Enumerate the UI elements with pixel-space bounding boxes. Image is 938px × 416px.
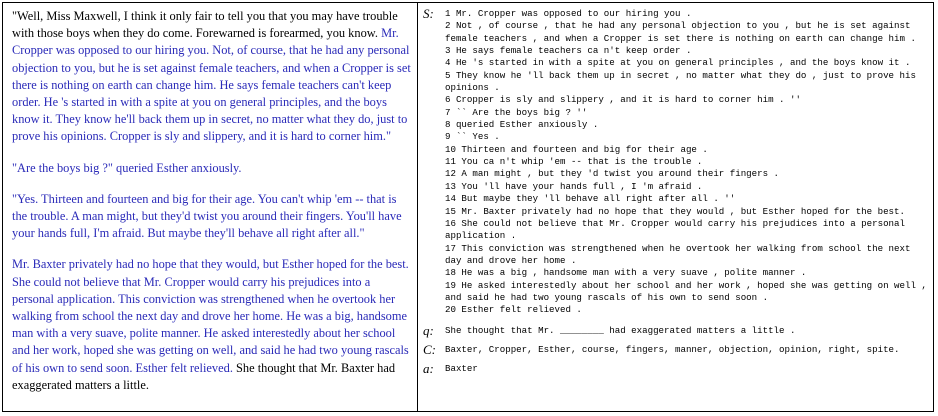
sentence-item: 15 Mr. Baxter privately had no hope that they would , but Esther hoped for the best. [445,205,905,217]
sentence-item: 6 Cropper is sly and slippery , and it is hard to corner him . '' [445,94,801,106]
sentence-item: 9 `` Yes . [445,131,500,143]
candidates-label: C: [423,341,436,357]
sentence-item: 17 This conviction was strengthened when he overtook her walking from school the next day and drove her home . [445,242,911,266]
candidates-row [423,341,931,357]
passage-paragraph [12,256,412,394]
passage-paragraph [12,191,412,243]
sentence-item: 13 You 'll have your hands full , I 'm afraid . [445,180,703,192]
sentence-item: 4 He 's started in with a spite at you on general principles , and the boys know it . [445,57,911,69]
question-row [423,322,931,338]
sentence-item: 7 `` Are the boys big ? '' [445,106,588,118]
sentence-item: 2 Not , of course , that he had any personal objection to you , but he is set against female teachers , and when a Cropper is set there is nothing on earth can change him . [445,20,916,44]
sentence-item: 16 She could not believe that Mr. Cropper would carry his prejudices into a personal application . [445,217,905,242]
sentence-item: 14 But maybe they 'll behave all right after all . '' [445,193,736,205]
answer-text: Baxter [445,363,478,375]
sentence-item: 3 He says female teachers ca n't keep order . [445,45,692,57]
cloze-example [423,8,931,376]
highlighted-text: "Yes. Thirteen and fourteen and big for their age. You can't whip 'em -- that is the trouble. A man might, but they'd twist you around their fingers. You'll have your hands full, I'm afraid. But maybe they'll behave all right after all." [12,191,402,241]
sentence-item: 18 He was a big , handsome man with a very suave , polite manner . [445,267,807,279]
highlighted-text: Mr. Cropper was opposed to our hiring you. Not, of course, that he had any personal objection to you, but he is set against female teachers, and when a Cropper is set there is nothing on earth can change him. He says female teachers can't keep order. He 's started in with a spite at you on general principles, and the boys know it. They know he'll back them up in secret, no matter what they do, just to prove his opinions. Cropper is sly and slippery, and it is hard to corner him." [12,26,411,144]
plain-text: "Well, Miss Maxwell, I think it only fair to tell you that you may have trouble with those boys when they do come. Forewarned is forearmed, you know. [12,9,398,41]
sentences-block [423,8,931,317]
plain-text: She thought that Mr. Baxter had exaggerated matters a little. [12,360,396,392]
question-label: q: [423,322,434,338]
sentence-item: 11 You ca n't whip 'em -- that is the trouble . [445,156,703,168]
sentence-list [445,8,931,317]
passage-paragraph [12,8,412,146]
passage-paragraph [12,160,412,177]
highlighted-text: Mr. Baxter privately had no hope that they would, but Esther hoped for the best. She could not believe that Mr. Cropper would carry his prejudices into a personal application. This conviction was strengthened when he overtook her walking from school the next day and drove her home. He was a big, handsome man with a very suave, polite manner. He asked interestedly about her school and her work, hoped she was getting on well, and said he had two young rascals of his own to send soon. Esther felt relieved. [12,257,409,375]
sentence-item: 5 They know he 'll back them up in secret , no matter what they do , just to prove his opinions . [445,69,916,94]
sentence-item: 20 Esther felt relieved . [445,304,582,316]
sentence-item: 10 Thirteen and fourteen and big for their age . [445,143,708,155]
candidates-text: Baxter, Cropper, Esther, course, fingers, manner, objection, opinion, right, spite. [445,343,900,355]
sentence-item: 19 He asked interestedly about her school and her work , hoped she was getting on well , and said he had two young rascals of his own to send soon . [445,279,927,303]
sentence-item: 8 queried Esther anxiously . [445,119,599,131]
answer-label: a: [423,361,434,377]
question-text: She thought that Mr. ________ had exaggerated matters a little . [445,324,796,336]
sentence-item: 1 Mr. Cropper was opposed to our hiring you . [445,8,692,19]
panel-divider [417,3,418,411]
story-passage [12,8,412,408]
answer-row [423,363,931,375]
figure-panel [2,2,934,412]
sentences-label: S: [423,6,434,21]
highlighted-text: "Are the boys big ?" queried Esther anxiously. [12,160,242,175]
sentence-item: 12 A man might , but they 'd twist you around their fingers . [445,168,780,180]
